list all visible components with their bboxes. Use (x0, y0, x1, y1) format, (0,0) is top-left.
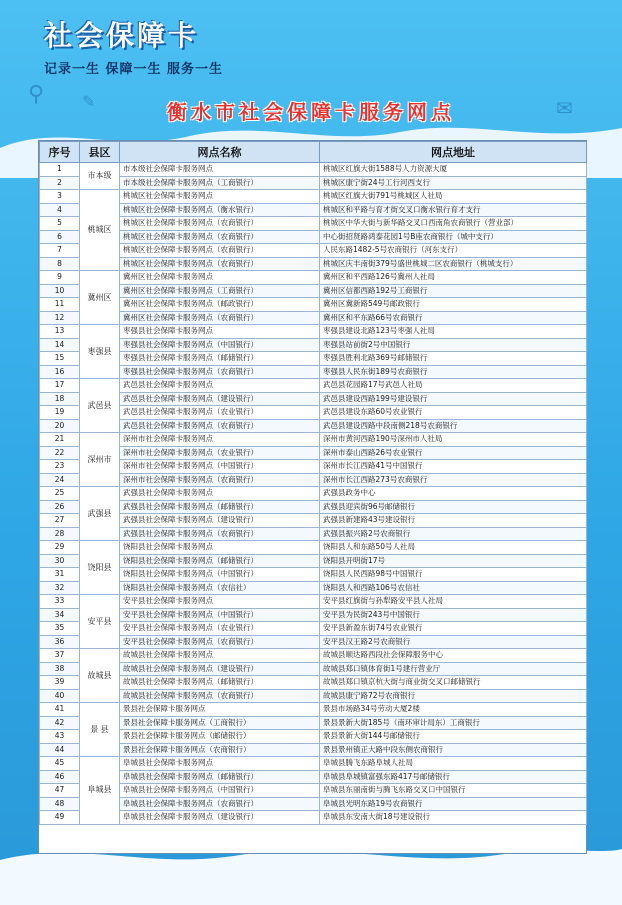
table-row (40, 338, 587, 352)
cell-no: 29 (40, 541, 80, 555)
cell-no: 5 (40, 217, 80, 231)
cell-outlet-name: 枣强县社会保障卡服务网点（农商银行） (120, 365, 320, 379)
cell-outlet-address: 武邑县花园路17号武邑人社局 (320, 379, 587, 393)
cell-outlet-address: 武强县政务中心 (320, 487, 587, 501)
table-row (40, 244, 587, 258)
cell-no: 30 (40, 554, 80, 568)
cell-outlet-address: 枣强县站前街2号中国银行 (320, 338, 587, 352)
cell-outlet-name: 安平县社会保障卡服务网点（农商银行） (120, 635, 320, 649)
cell-outlet-name: 桃城区社会保障卡服务网点（农商银行） (120, 217, 320, 231)
cell-outlet-address: 阜城县东丽南街与腾飞东路交叉口中国银行 (320, 784, 587, 798)
cell-outlet-name: 武强县社会保障卡服务网点（邮储银行） (120, 500, 320, 514)
cell-no: 21 (40, 433, 80, 447)
cell-outlet-name: 景县社会保障卡服务网点（邮储银行） (120, 730, 320, 744)
table-row (40, 352, 587, 366)
cell-district: 深州市 (80, 433, 120, 487)
cell-outlet-name: 阜城县社会保障卡服务网点（建设银行） (120, 811, 320, 825)
table-row (40, 797, 587, 811)
cell-no: 17 (40, 379, 80, 393)
table-row (40, 541, 587, 555)
table-row (40, 662, 587, 676)
cell-outlet-name: 故城县社会保障卡服务网点（农商银行） (120, 689, 320, 703)
cell-district: 饶阳县 (80, 541, 120, 595)
cell-outlet-address: 中心街招贤路鸿泰花园1号B座农商银行（城中支行） (320, 230, 587, 244)
cell-outlet-address: 饶阳县人民西路98号中国银行 (320, 568, 587, 582)
table-row (40, 703, 587, 717)
cell-no: 14 (40, 338, 80, 352)
cell-outlet-name: 饶阳县社会保障卡服务网点（中国银行） (120, 568, 320, 582)
table-row (40, 649, 587, 663)
cell-no: 32 (40, 581, 80, 595)
cell-outlet-name: 景县社会保障卡服务网点（农商银行） (120, 743, 320, 757)
cell-no: 1 (40, 163, 80, 177)
cell-outlet-address: 安平县汉王路2号农商银行 (320, 635, 587, 649)
cell-outlet-address: 冀州区冀新路549号邮政银行 (320, 298, 587, 312)
cell-outlet-address: 冀州区信都西路192号工商银行 (320, 284, 587, 298)
table-body (40, 163, 587, 825)
cell-no: 9 (40, 271, 80, 285)
table-row (40, 365, 587, 379)
cell-outlet-name: 冀州区社会保障卡服务网点 (120, 271, 320, 285)
table-row (40, 203, 587, 217)
cell-outlet-name: 枣强县社会保障卡服务网点 (120, 325, 320, 339)
cell-outlet-name: 阜城县社会保障卡服务网点（农商银行） (120, 797, 320, 811)
table-row (40, 730, 587, 744)
cell-outlet-name: 市本级社会保障卡服务网点（工商银行） (120, 176, 320, 190)
cell-outlet-address: 安平县新盈东街74号农业银行 (320, 622, 587, 636)
cell-no: 10 (40, 284, 80, 298)
cell-outlet-address: 武强县新建路43号建设银行 (320, 514, 587, 528)
cell-no: 48 (40, 797, 80, 811)
cell-outlet-address: 冀州区和平东路66号农商银行 (320, 311, 587, 325)
cell-outlet-name: 安平县社会保障卡服务网点 (120, 595, 320, 609)
cell-outlet-address: 故城县康宁路72号农商银行 (320, 689, 587, 703)
table-row (40, 446, 587, 460)
cell-district: 安平县 (80, 595, 120, 649)
cell-no: 34 (40, 608, 80, 622)
table-row (40, 527, 587, 541)
table-row (40, 568, 587, 582)
cell-outlet-address: 饶阳县人和西路106号农信社 (320, 581, 587, 595)
cell-no: 18 (40, 392, 80, 406)
cell-district: 市本级 (80, 163, 120, 190)
cell-outlet-name: 景县社会保障卡服务网点（工商银行） (120, 716, 320, 730)
table-row (40, 581, 587, 595)
table-row (40, 217, 587, 231)
cell-no: 35 (40, 622, 80, 636)
table-row (40, 554, 587, 568)
brand-title: 社会保障卡 (44, 19, 200, 52)
cell-outlet-name: 冀州区社会保障卡服务网点（农商银行） (120, 311, 320, 325)
cell-outlet-address: 桃城区和平路与育才街交叉口衡水银行育才支行 (320, 203, 587, 217)
table-row (40, 473, 587, 487)
cell-outlet-address: 景县景州镇正大路中段东侧农商银行 (320, 743, 587, 757)
cell-outlet-name: 饶阳县社会保障卡服务网点（邮储银行） (120, 554, 320, 568)
table-row (40, 676, 587, 690)
cell-district: 武邑县 (80, 379, 120, 433)
cell-outlet-address: 深州市黄河西路190号深州市人社局 (320, 433, 587, 447)
cell-no: 15 (40, 352, 80, 366)
table-row (40, 433, 587, 447)
cell-no: 46 (40, 770, 80, 784)
cell-outlet-address: 桃城区红旗大街791号桃城区人社局 (320, 190, 587, 204)
cell-outlet-address: 桃城区康宁街24号工行河西支行 (320, 176, 587, 190)
cell-outlet-address: 景县市场路34号劳动大厦2楼 (320, 703, 587, 717)
cell-district: 阜城县 (80, 757, 120, 825)
cell-outlet-address: 桃城区庆丰南街379号盛世桃城二区农商银行（桃城支行） (320, 257, 587, 271)
column-header-address: 网点地址 (320, 142, 587, 163)
cell-outlet-name: 桃城区社会保障卡服务网点 (120, 190, 320, 204)
table-row (40, 622, 587, 636)
cell-no: 47 (40, 784, 80, 798)
cell-outlet-address: 深州市长江西路41号中国银行 (320, 460, 587, 474)
cell-outlet-name: 阜城县社会保障卡服务网点（中国银行） (120, 784, 320, 798)
cell-no: 28 (40, 527, 80, 541)
cell-no: 3 (40, 190, 80, 204)
cell-outlet-name: 饶阳县社会保障卡服务网点 (120, 541, 320, 555)
cell-outlet-address: 武邑县建设西路中段南侧218号农商银行 (320, 419, 587, 433)
cell-no: 20 (40, 419, 80, 433)
cell-outlet-name: 故城县社会保障卡服务网点（邮储银行） (120, 676, 320, 690)
cell-no: 43 (40, 730, 80, 744)
cell-no: 16 (40, 365, 80, 379)
cell-no: 2 (40, 176, 80, 190)
cell-outlet-name: 市本级社会保障卡服务网点 (120, 163, 320, 177)
cell-outlet-name: 冀州区社会保障卡服务网点（邮政银行） (120, 298, 320, 312)
magnifier-icon: ⚲ (28, 82, 45, 107)
table-row (40, 784, 587, 798)
cell-outlet-address: 深州市泰山西路26号农业银行 (320, 446, 587, 460)
table-row (40, 176, 587, 190)
column-header-no: 序号 (40, 142, 80, 163)
cell-outlet-address: 武强县迎宾街96号邮储银行 (320, 500, 587, 514)
cell-outlet-address: 武强县振兴路2号农商银行 (320, 527, 587, 541)
cell-outlet-address: 桃城区中华大街与新华路交叉口西南角农商银行（营业部） (320, 217, 587, 231)
cell-outlet-address: 阜城县光明东路19号农商银行 (320, 797, 587, 811)
cell-outlet-address: 人民东路1482-5号农商银行（河东支行） (320, 244, 587, 258)
cell-no: 39 (40, 676, 80, 690)
cell-no: 25 (40, 487, 80, 501)
cell-outlet-name: 饶阳县社会保障卡服务网点（农信社） (120, 581, 320, 595)
cell-no: 23 (40, 460, 80, 474)
cell-district: 桃城区 (80, 190, 120, 271)
table-row (40, 487, 587, 501)
cell-outlet-name: 桃城区社会保障卡服务网点（农商银行） (120, 230, 320, 244)
cell-outlet-name: 安平县社会保障卡服务网点（农业银行） (120, 622, 320, 636)
cell-no: 38 (40, 662, 80, 676)
cell-no: 24 (40, 473, 80, 487)
cell-outlet-address: 景县景新大街144号邮储银行 (320, 730, 587, 744)
cell-outlet-name: 安平县社会保障卡服务网点（中国银行） (120, 608, 320, 622)
cell-outlet-name: 武邑县社会保障卡服务网点（农业银行） (120, 406, 320, 420)
table-row (40, 257, 587, 271)
cell-district: 武强县 (80, 487, 120, 541)
cell-outlet-address: 饶阳县人和东路50号人社局 (320, 541, 587, 555)
cell-no: 13 (40, 325, 80, 339)
table-row (40, 230, 587, 244)
table-row (40, 689, 587, 703)
table-row (40, 460, 587, 474)
cell-outlet-name: 冀州区社会保障卡服务网点（工商银行） (120, 284, 320, 298)
cell-outlet-name: 武邑县社会保障卡服务网点（建设银行） (120, 392, 320, 406)
table-row (40, 284, 587, 298)
cell-outlet-address: 阜城县腾飞东路阜城人社局 (320, 757, 587, 771)
envelope-icon: ✉ (556, 96, 573, 120)
table-row (40, 392, 587, 406)
cell-no: 26 (40, 500, 80, 514)
table-row (40, 743, 587, 757)
cell-no: 27 (40, 514, 80, 528)
table-row (40, 325, 587, 339)
cell-outlet-address: 安平县红旗街与孙犁路安平县人社局 (320, 595, 587, 609)
cell-outlet-name: 桃城区社会保障卡服务网点（农商银行） (120, 244, 320, 258)
cell-district: 枣强县 (80, 325, 120, 379)
slogan: 记录一生 保障一生 服务一生 (44, 62, 224, 77)
table-row (40, 500, 587, 514)
cell-district: 景 县 (80, 703, 120, 757)
table-row (40, 379, 587, 393)
table-row (40, 757, 587, 771)
cell-outlet-name: 深州市社会保障卡服务网点 (120, 433, 320, 447)
cell-no: 33 (40, 595, 80, 609)
cell-no: 4 (40, 203, 80, 217)
cell-outlet-address: 枣强县建设北路123号枣强人社局 (320, 325, 587, 339)
cell-no: 36 (40, 635, 80, 649)
cell-outlet-address: 深州市长江西路273号农商银行 (320, 473, 587, 487)
cell-district: 冀州区 (80, 271, 120, 325)
table-row (40, 608, 587, 622)
cell-no: 8 (40, 257, 80, 271)
service-outlet-table (38, 140, 587, 854)
cell-outlet-address: 故城县郑口镇京杭大街与商业街交叉口邮储银行 (320, 676, 587, 690)
table-row (40, 406, 587, 420)
table-row (40, 514, 587, 528)
cell-outlet-name: 桃城区社会保障卡服务网点（农商银行） (120, 257, 320, 271)
cell-no: 31 (40, 568, 80, 582)
table-header-row (40, 142, 587, 163)
cell-outlet-address: 武邑县建设东路60号农业银行 (320, 406, 587, 420)
cell-outlet-address: 景县景新大街185号（南环审计局东）工商银行 (320, 716, 587, 730)
cell-no: 22 (40, 446, 80, 460)
table-row (40, 163, 587, 177)
cell-outlet-name: 深州市社会保障卡服务网点（农业银行） (120, 446, 320, 460)
cell-no: 19 (40, 406, 80, 420)
table-row (40, 271, 587, 285)
cell-outlet-name: 武强县社会保障卡服务网点 (120, 487, 320, 501)
cell-outlet-name: 景县社会保障卡服务网点 (120, 703, 320, 717)
cell-outlet-name: 故城县社会保障卡服务网点（建设银行） (120, 662, 320, 676)
cell-no: 49 (40, 811, 80, 825)
cell-outlet-name: 阜城县社会保障卡服务网点（邮储银行） (120, 770, 320, 784)
page-title: 衡水市社会保障卡服务网点 (167, 100, 455, 124)
cell-outlet-name: 武强县社会保障卡服务网点（建设银行） (120, 514, 320, 528)
cell-outlet-address: 饶阳县开明街17号 (320, 554, 587, 568)
cell-no: 6 (40, 230, 80, 244)
cell-no: 42 (40, 716, 80, 730)
cell-no: 40 (40, 689, 80, 703)
cell-outlet-name: 武邑县社会保障卡服务网点（农商银行） (120, 419, 320, 433)
cell-no: 37 (40, 649, 80, 663)
cell-outlet-address: 阜城县东安南大街18号建设银行 (320, 811, 587, 825)
cell-outlet-name: 桃城区社会保障卡服务网点（衡水银行） (120, 203, 320, 217)
cell-no: 45 (40, 757, 80, 771)
cell-no: 7 (40, 244, 80, 258)
cell-outlet-address: 安平县为民街243号中国银行 (320, 608, 587, 622)
cell-outlet-address: 武邑县建设西路199号建设银行 (320, 392, 587, 406)
pencil-icon: ✎ (82, 92, 96, 111)
table-row (40, 419, 587, 433)
table-row (40, 770, 587, 784)
cell-no: 44 (40, 743, 80, 757)
column-header-name: 网点名称 (120, 142, 320, 163)
cell-outlet-name: 武邑县社会保障卡服务网点 (120, 379, 320, 393)
table-row (40, 716, 587, 730)
cell-outlet-address: 桃城区红旗大街1588号人力资源大厦 (320, 163, 587, 177)
cell-outlet-address: 故城县顺达路西段社会保障服务中心 (320, 649, 587, 663)
column-header-district: 县区 (80, 142, 120, 163)
cell-outlet-name: 故城县社会保障卡服务网点 (120, 649, 320, 663)
table-row (40, 298, 587, 312)
cell-no: 12 (40, 311, 80, 325)
cell-outlet-address: 冀州区和平西路126号冀州人社局 (320, 271, 587, 285)
cell-no: 11 (40, 298, 80, 312)
cell-outlet-name: 武强县社会保障卡服务网点（农商银行） (120, 527, 320, 541)
cell-outlet-name: 枣强县社会保障卡服务网点（邮储银行） (120, 352, 320, 366)
cell-district: 故城县 (80, 649, 120, 703)
cell-outlet-name: 深州市社会保障卡服务网点（农商银行） (120, 473, 320, 487)
table-row (40, 190, 587, 204)
cell-outlet-address: 故城县郑口镇体育街1号建行营业厅 (320, 662, 587, 676)
cell-outlet-address: 枣强县人民东街189号农商银行 (320, 365, 587, 379)
cell-outlet-address: 枣强县胜利北路369号邮储银行 (320, 352, 587, 366)
table-row (40, 311, 587, 325)
cell-outlet-name: 阜城县社会保障卡服务网点 (120, 757, 320, 771)
table-row (40, 811, 587, 825)
cell-outlet-name: 枣强县社会保障卡服务网点（中国银行） (120, 338, 320, 352)
table-row (40, 635, 587, 649)
cell-outlet-address: 阜城县阜城镇富强东路417号邮储银行 (320, 770, 587, 784)
cell-outlet-name: 深州市社会保障卡服务网点（中国银行） (120, 460, 320, 474)
table-row (40, 595, 587, 609)
cell-no: 41 (40, 703, 80, 717)
